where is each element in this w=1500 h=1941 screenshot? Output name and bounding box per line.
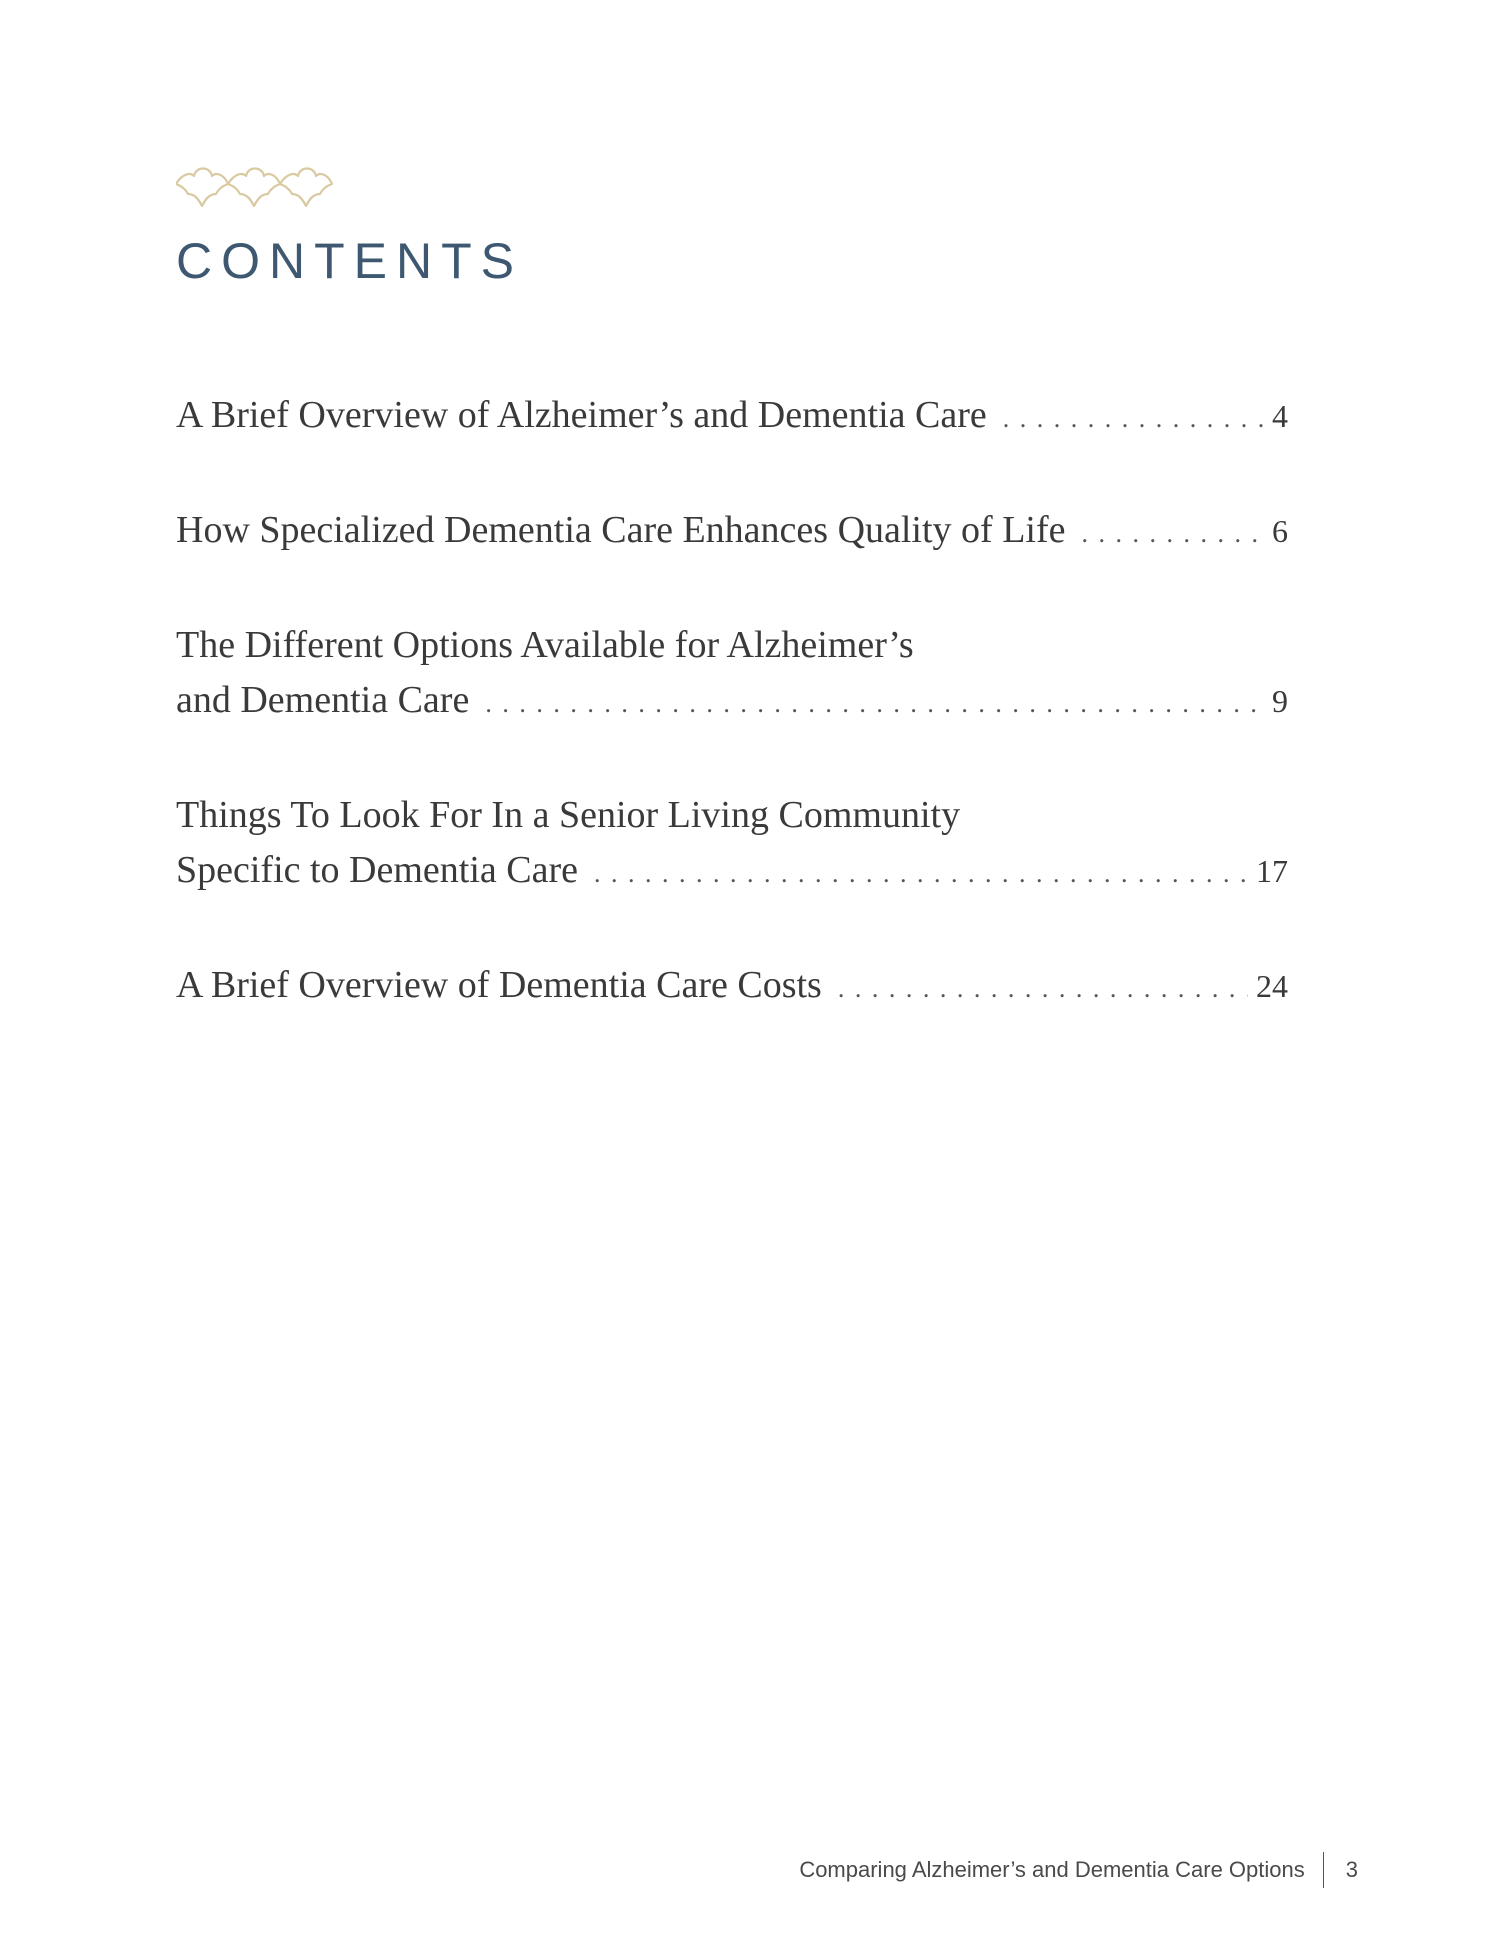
dot-leader [594, 843, 1248, 901]
toc-entry[interactable] [176, 618, 1288, 731]
toc-entry-title-line: The Different Options Available for Alzheimer’s [176, 624, 914, 666]
toc-page-number: 17 [1256, 853, 1288, 889]
toc-entry-title: Specific to Dementia Care [176, 849, 579, 891]
toc-entry-title-line: Things To Look For In a Senior Living Community [176, 794, 961, 836]
toc-entry-line [176, 388, 1288, 446]
footer-page-number: 3 [1345, 1857, 1358, 1882]
footer-divider [1323, 1852, 1324, 1888]
dot-leader [485, 673, 1264, 731]
toc-page-number: 6 [1272, 513, 1288, 549]
toc-entry-title: and Dementia Care [176, 679, 470, 721]
toc-entry-line [176, 958, 1288, 1016]
toc-page-number: 4 [1272, 398, 1288, 434]
dot-leader [1003, 388, 1264, 446]
toc-page-number: 24 [1256, 968, 1288, 1004]
toc-entry[interactable] [176, 788, 1288, 901]
toc-entry[interactable] [176, 503, 1288, 561]
toc-entry[interactable] [176, 958, 1288, 1016]
toc-entry[interactable] [176, 388, 1288, 446]
toc-entry-line [176, 673, 1288, 731]
toc-entry-line [176, 843, 1288, 901]
toc-entry-title: How Specialized Dementia Care Enhances Quality of Life [176, 509, 1066, 551]
toc-page-number: 9 [1272, 683, 1288, 719]
toc-entry-title: A Brief Overview of Dementia Care Costs [176, 964, 822, 1006]
footer-document-title: Comparing Alzheimer’s and Dementia Care Options [799, 1857, 1305, 1882]
quatrefoil-ornament-icon [176, 156, 336, 216]
dot-leader [838, 958, 1248, 1016]
page-footer [799, 1852, 1358, 1888]
dot-leader [1082, 503, 1265, 561]
table-of-contents [176, 388, 1288, 1073]
toc-entry-title: A Brief Overview of Alzheimer’s and Dementia Care [176, 394, 987, 436]
toc-entry-line [176, 503, 1288, 561]
contents-heading: CONTENTS [176, 233, 523, 289]
